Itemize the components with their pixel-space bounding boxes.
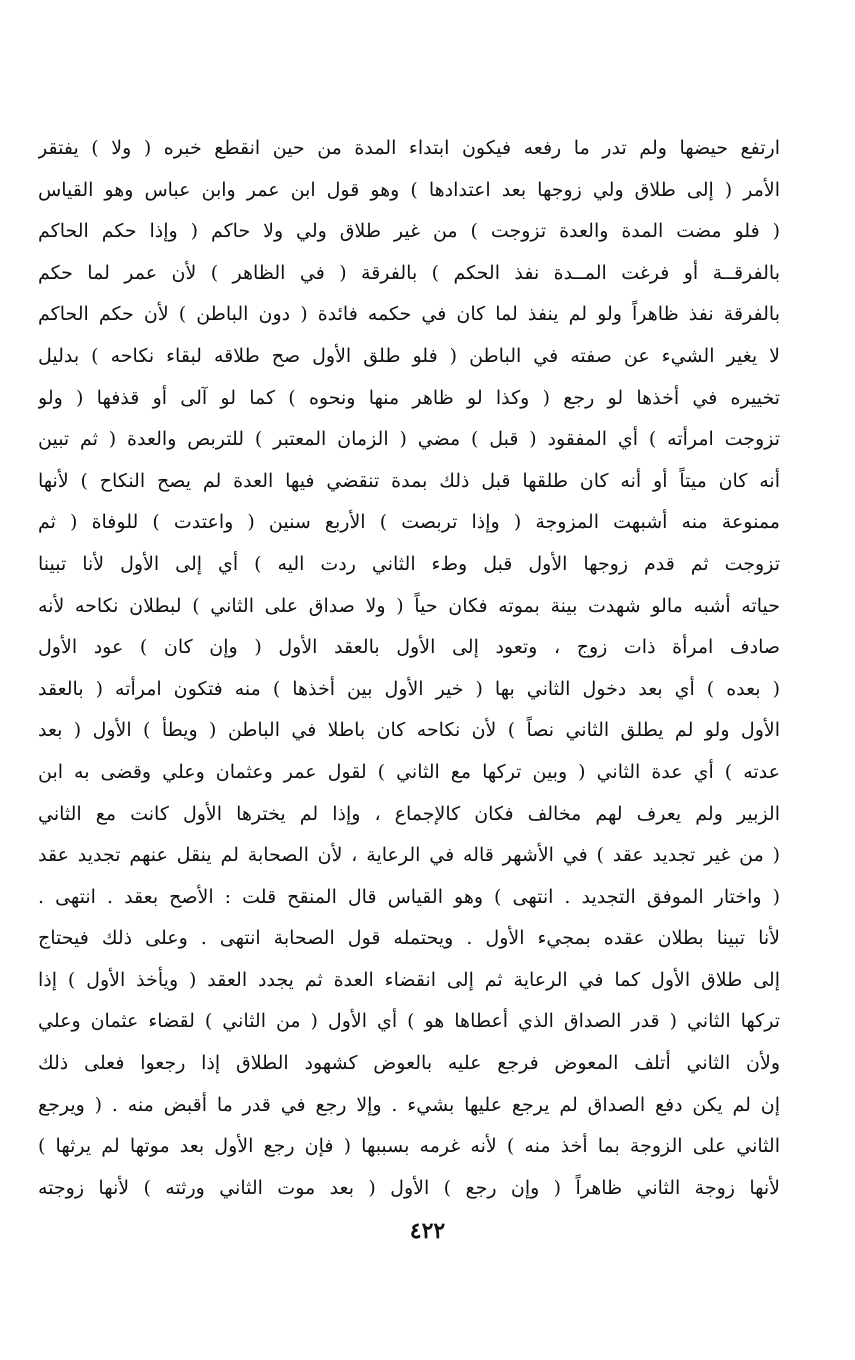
text-line: تزوجت ثم قدم زوجها الأول قبل وطء الثاني ردت اليه ) أي إلى الأول لأنا تبينا bbox=[38, 552, 780, 575]
text-line: ( فلو مضت المدة والعدة تزوجت ) من غير طلاق ولي ولا حاكم ( وإذا حكم الحاكم bbox=[38, 220, 780, 243]
text-line: إلى طلاق الأول كما في الرعاية ثم إلى انقضاء العدة ثم يجدد العقد ( ويأخذ الأول ) إذا bbox=[38, 968, 780, 991]
text-line: إن لم يكن دفع الصداق لم يرجع عليها بشيء . وإلا رجع في قدر ما أقبض منه . ( ويرجع bbox=[38, 1093, 780, 1116]
text-line: ارتفع حيضها ولم تدر ما رفعه فيكون ابتداء المدة من حين انقطع خبره ( ولا ) يفتقر bbox=[38, 137, 780, 159]
text-line: عدته ) أي عدة الثاني ( وبين تركها مع الثاني ) لقول عمر وعثمان وعلي وقضى به ابن bbox=[38, 760, 780, 783]
text-line: بالفرقة نفذ ظاهراً ولو لم ينفذ لما كان في حكمه فائدة ( دون الباطن ) لأن حكم الحاكم bbox=[38, 303, 780, 326]
text-line: بالفرقــة أو فرغت المــدة نفذ الحكم ) بالفرقة ( في الظاهر ) لأن عمر لما حكم bbox=[38, 261, 780, 284]
text-line: صادف امرأة ذات زوج ، وتعود إلى الأول بالعقد الأول ( وإن كان ) عود الأول bbox=[38, 636, 780, 659]
text-line: الزبير ولم يعرف لهم مخالف فكان كالإجماع ، وإذا لم يخترها الأول كانت مع الثاني bbox=[38, 802, 780, 825]
text-line: ( من غير تجديد عقد ) في الأشهر قاله في الرعاية ، لأن الصحابة لم ينقل عنهم تجديد عقد bbox=[38, 844, 780, 867]
text-line: ( بعده ) أي بعد دخول الثاني بها ( خير الأول بين أخذها ) منه فتكون امرأته ( بالعقد bbox=[38, 677, 780, 700]
text-line: لأنها زوجة الثاني ظاهراً ( وإن رجع ) الأول ( بعد موت الثاني ورثته ) لأنها زوجته bbox=[38, 1176, 780, 1199]
text-line: تزوجت امرأته ) أي المفقود ( قبل ) مضي ( الزمان المعتبر ) للتربص والعدة ( ثم تبين bbox=[38, 428, 780, 451]
text-line: ممنوعة منه أشبهت المزوجة ( وإذا تربصت ) الأربع سنين ( واعتدت ) للوفاة ( ثم bbox=[38, 511, 780, 534]
text-line: الأمر ( إلى طلاق ولي زوجها بعد اعتدادها ) وهو قول ابن عمر وابن عباس وهو القياس bbox=[38, 178, 780, 201]
body-text bbox=[38, 128, 780, 1209]
text-line: لأنا تبينا بطلان عقده بمجيء الأول . ويحتمله قول الصحابة انتهى . وعلى ذلك فيحتاج bbox=[38, 927, 780, 950]
text-line: ولأن الثاني أتلف المعوض فرجع عليه بالعوض كشهود الطلاق إذا رجعوا فعلى ذلك bbox=[38, 1052, 780, 1075]
text-line: ( واختار الموفق التجديد . انتهى ) وهو القياس قال المنقح قلت : الأصح بعقد . انتهى . bbox=[38, 885, 780, 908]
page-number: ٤٢٢ bbox=[409, 1218, 446, 1244]
text-line: تركها الثاني ( قدر الصداق الذي أعطاها هو ) أي الأول ( من الثاني ) لقضاء عثمان وعلي bbox=[38, 1010, 780, 1033]
text-line: الثاني على الزوجة بما أخذ منه ) لأنه غرمه بسببها ( فإن رجع الأول بعد موتها لم يرثها ) bbox=[38, 1135, 780, 1158]
text-line: حياته أشبه مالو شهدت بينة بموته فكان حياً ( ولا صداق على الثاني ) لبطلان نكاحه لأنه bbox=[38, 594, 780, 617]
text-line: لا يغير الشيء عن صفته في الباطن ( فلو طلق الأول صح طلاقه لبقاء نكاحه ) بدليل bbox=[38, 344, 780, 367]
text-line: تخييره في أخذها لو رجع ( وكذا لو ظاهر منها ونحوه ) كما لو آلى أو قذفها ( ولو bbox=[38, 386, 780, 409]
text-line: الأول ولو لم يطلق الثاني نصاً ) لأن نكاحه كان باطلا في الباطن ( ويطأ ) الأول ( بعد bbox=[38, 719, 780, 742]
text-line: أنه كان ميتاً أو أنه كان طلقها قبل ذلك بمدة تنقضي فيها العدة لم يصح النكاح ) لأنها bbox=[38, 469, 780, 492]
